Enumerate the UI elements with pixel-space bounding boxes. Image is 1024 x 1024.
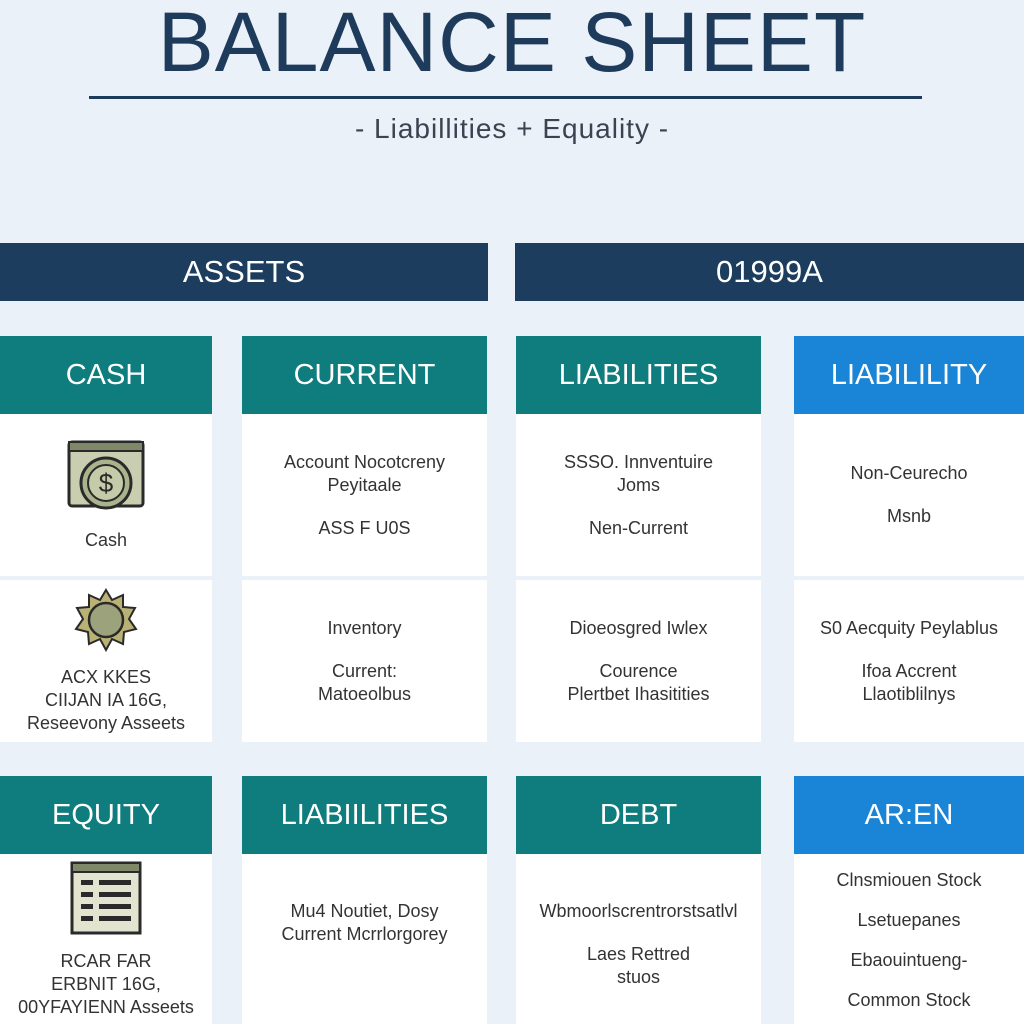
cell-line: Laes Rettred [586, 944, 691, 964]
header-liabilities [516, 336, 761, 414]
cell-line: Llaotiblilnys [862, 683, 956, 704]
header-liability [794, 336, 1024, 414]
aren-row1-cell [794, 854, 1024, 1024]
cell-line: CIIJAN IA 16G, [44, 689, 168, 710]
cell-line: 00YFAYIENN Asseets [18, 996, 194, 1017]
ledger-document-icon [69, 860, 143, 936]
debt-row1-cell [516, 854, 761, 1024]
current-row1-cell [242, 414, 487, 576]
cell-line: Current Mcrrlorgorey [281, 924, 448, 944]
cell-line: Lsetuepanes [857, 910, 961, 930]
header-cash-label: CASH [65, 358, 147, 391]
right-band-label: 01999A [716, 254, 823, 289]
cell-line: Ifoa Accrent [861, 660, 957, 681]
liability-row2-cell [794, 580, 1024, 742]
cell-line: SSSO. Innventuire [563, 451, 714, 472]
cell-line: Dioeosgred Iwlex [569, 617, 708, 638]
cell-line: Account Nocotcreny [283, 451, 446, 472]
cell-line: S0 Aecquity Peylablus [819, 617, 999, 638]
reserve-assets-cell [0, 580, 212, 742]
cell-line: stuos [616, 967, 661, 987]
cell-line: Joms [616, 474, 660, 495]
gear-coin-icon [74, 588, 138, 652]
liability-row1-cell [794, 414, 1024, 576]
cell-line: Peyitaale [327, 474, 402, 495]
cash-label: Cash [84, 529, 128, 550]
svg-text:$: $ [98, 467, 114, 498]
cell-line: Courence [599, 660, 678, 681]
header-debt-label: DEBT [599, 798, 678, 831]
page-subtitle: - Liabillities + Equality - [354, 113, 670, 144]
header-current [242, 336, 487, 414]
header-aren-label: AR:EN [864, 798, 954, 831]
cell-line: ACX KKES [60, 666, 152, 687]
cell-line: Ebaouintueng- [850, 950, 968, 970]
title-divider [89, 96, 922, 99]
cell-line: Nen-Current [588, 517, 689, 538]
right-band [515, 243, 1024, 301]
cell-line: Mu4 Noutiet, Dosy [290, 901, 439, 921]
cell-line: Wbmoorlscrentrorstsatlvl [539, 901, 738, 921]
cell-line: Common Stock [847, 990, 971, 1010]
liabilities-2-row1-cell [242, 854, 487, 1024]
cash-bill-icon [66, 439, 146, 515]
header-equity-label: EQUITY [52, 798, 160, 831]
cell-line: ERBNIT 16G, [51, 973, 161, 994]
header-liabilities-2-label: LIABIILITIES [280, 798, 449, 831]
cell-line: Msnb [886, 506, 931, 526]
assets-band [0, 243, 488, 301]
cell-line: Clnsmiouen Stock [836, 870, 982, 890]
header-debt [516, 776, 761, 854]
header-aren [794, 776, 1024, 854]
page-title: BALANCE SHEET [157, 0, 867, 89]
cell-line: Inventory [327, 617, 402, 638]
cash-cell [0, 414, 212, 576]
current-row2-cell [242, 580, 487, 742]
cell-line: Plertbet Ihasitities [567, 683, 710, 704]
cell-line: Matoeolbus [317, 683, 412, 704]
header-equity [0, 776, 212, 854]
cell-line: RCAR FAR [60, 950, 152, 971]
header-current-label: CURRENT [293, 358, 436, 391]
cell-line: Non-Ceurecho [850, 463, 968, 483]
cell-line: ASS F U0S [318, 517, 411, 538]
header-liability-label: LIABILILITY [830, 358, 988, 391]
equity-cell [0, 854, 212, 1024]
header-cash [0, 336, 212, 414]
liabilities-row1-cell [516, 414, 761, 576]
cell-line: Reseevony Asseets [26, 712, 186, 733]
cell-line: Current: [331, 660, 398, 681]
assets-band-label: ASSETS [182, 254, 306, 289]
header-liabilities-label: LIABILITIES [558, 358, 719, 391]
header-liabilities-2 [242, 776, 487, 854]
liabilities-row2-cell [516, 580, 761, 742]
